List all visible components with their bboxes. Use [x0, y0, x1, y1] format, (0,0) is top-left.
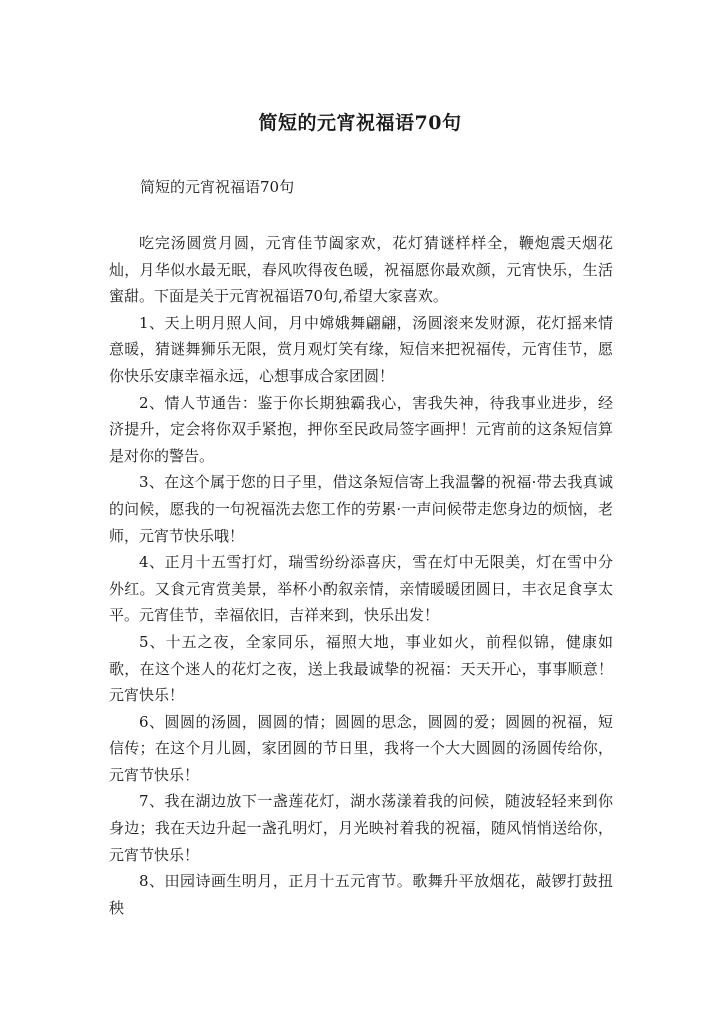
blessing-paragraph: 7、我在湖边放下一盏莲花灯，湖水荡漾着我的问候，随波轻轻来到你身边；我在天边升起一盏孔明灯，月光映衬着我的祝福，随风悄悄送给你，元宵节快乐！ [109, 792, 613, 864]
document-subtitle: 简短的元宵祝福语70句 [140, 178, 295, 196]
blessing-paragraph: 1、天上明月照人间，月中嫦娥舞翩翩，汤圆滚来发财源，花灯摇来情意暖，猜谜舞狮乐无限，赏月观灯笑有缘，短信来把祝福传，元宵佳节，愿你快乐安康幸福永远，心想事成合家团圆！ [109, 313, 613, 385]
blessing-paragraph: 5、十五之夜，全家同乐，福照大地，事业如火，前程似锦，健康如歌，在这个迷人的花灯之夜，送上我最诚挚的祝福：天天开心，事事顺意！元宵快乐！ [109, 632, 613, 705]
blessing-paragraph: 8、田园诗画生明月，正月十五元宵节。歌舞升平放烟花，敲锣打鼓扭秧 [109, 872, 613, 917]
document-title: 简短的元宵祝福语70句 [258, 112, 462, 134]
blessing-paragraph: 3、在这个属于您的日子里，借这条短信寄上我温馨的祝福·带去我真诚的问候，愿我的一句祝福洗去您工作的劳累·一声问候带走您身边的烦恼，老师，元宵节快乐哦！ [109, 473, 613, 545]
blessing-paragraph: 6、圆圆的汤圆，圆圆的情；圆圆的思念，圆圆的爱；圆圆的祝福，短信传；在这个月儿圆，家团圆的节日里，我将一个大大圆圆的汤圆传给你，元宵节快乐！ [109, 712, 613, 784]
intro-paragraph: 吃完汤圆赏月圆，元宵佳节阖家欢，花灯猜谜样样全，鞭炮震天烟花灿，月华似水最无眠，春风吹得夜色暖，祝福愿你最欢颜，元宵快乐，生活蜜甜。下面是关于元宵祝福语70句,希望大家喜欢。 [109, 234, 613, 306]
blessing-paragraph: 4、正月十五雪打灯，瑞雪纷纷添喜庆，雪在灯中无限美，灯在雪中分外红。又食元宵赏美景，举杯小酌叙亲情，亲情暖暖团圆日，丰衣足食享太平。元宵佳节，幸福依旧，吉祥来到，快乐出发！ [109, 553, 613, 625]
blessing-paragraph: 2、情人节通告：鉴于你长期独霸我心，害我失神，待我事业进步，经济提升，定会将你双手紧抱，押你至民政局签字画押！元宵前的这条短信算是对你的警告。 [109, 393, 613, 465]
document-body [109, 230, 613, 921]
